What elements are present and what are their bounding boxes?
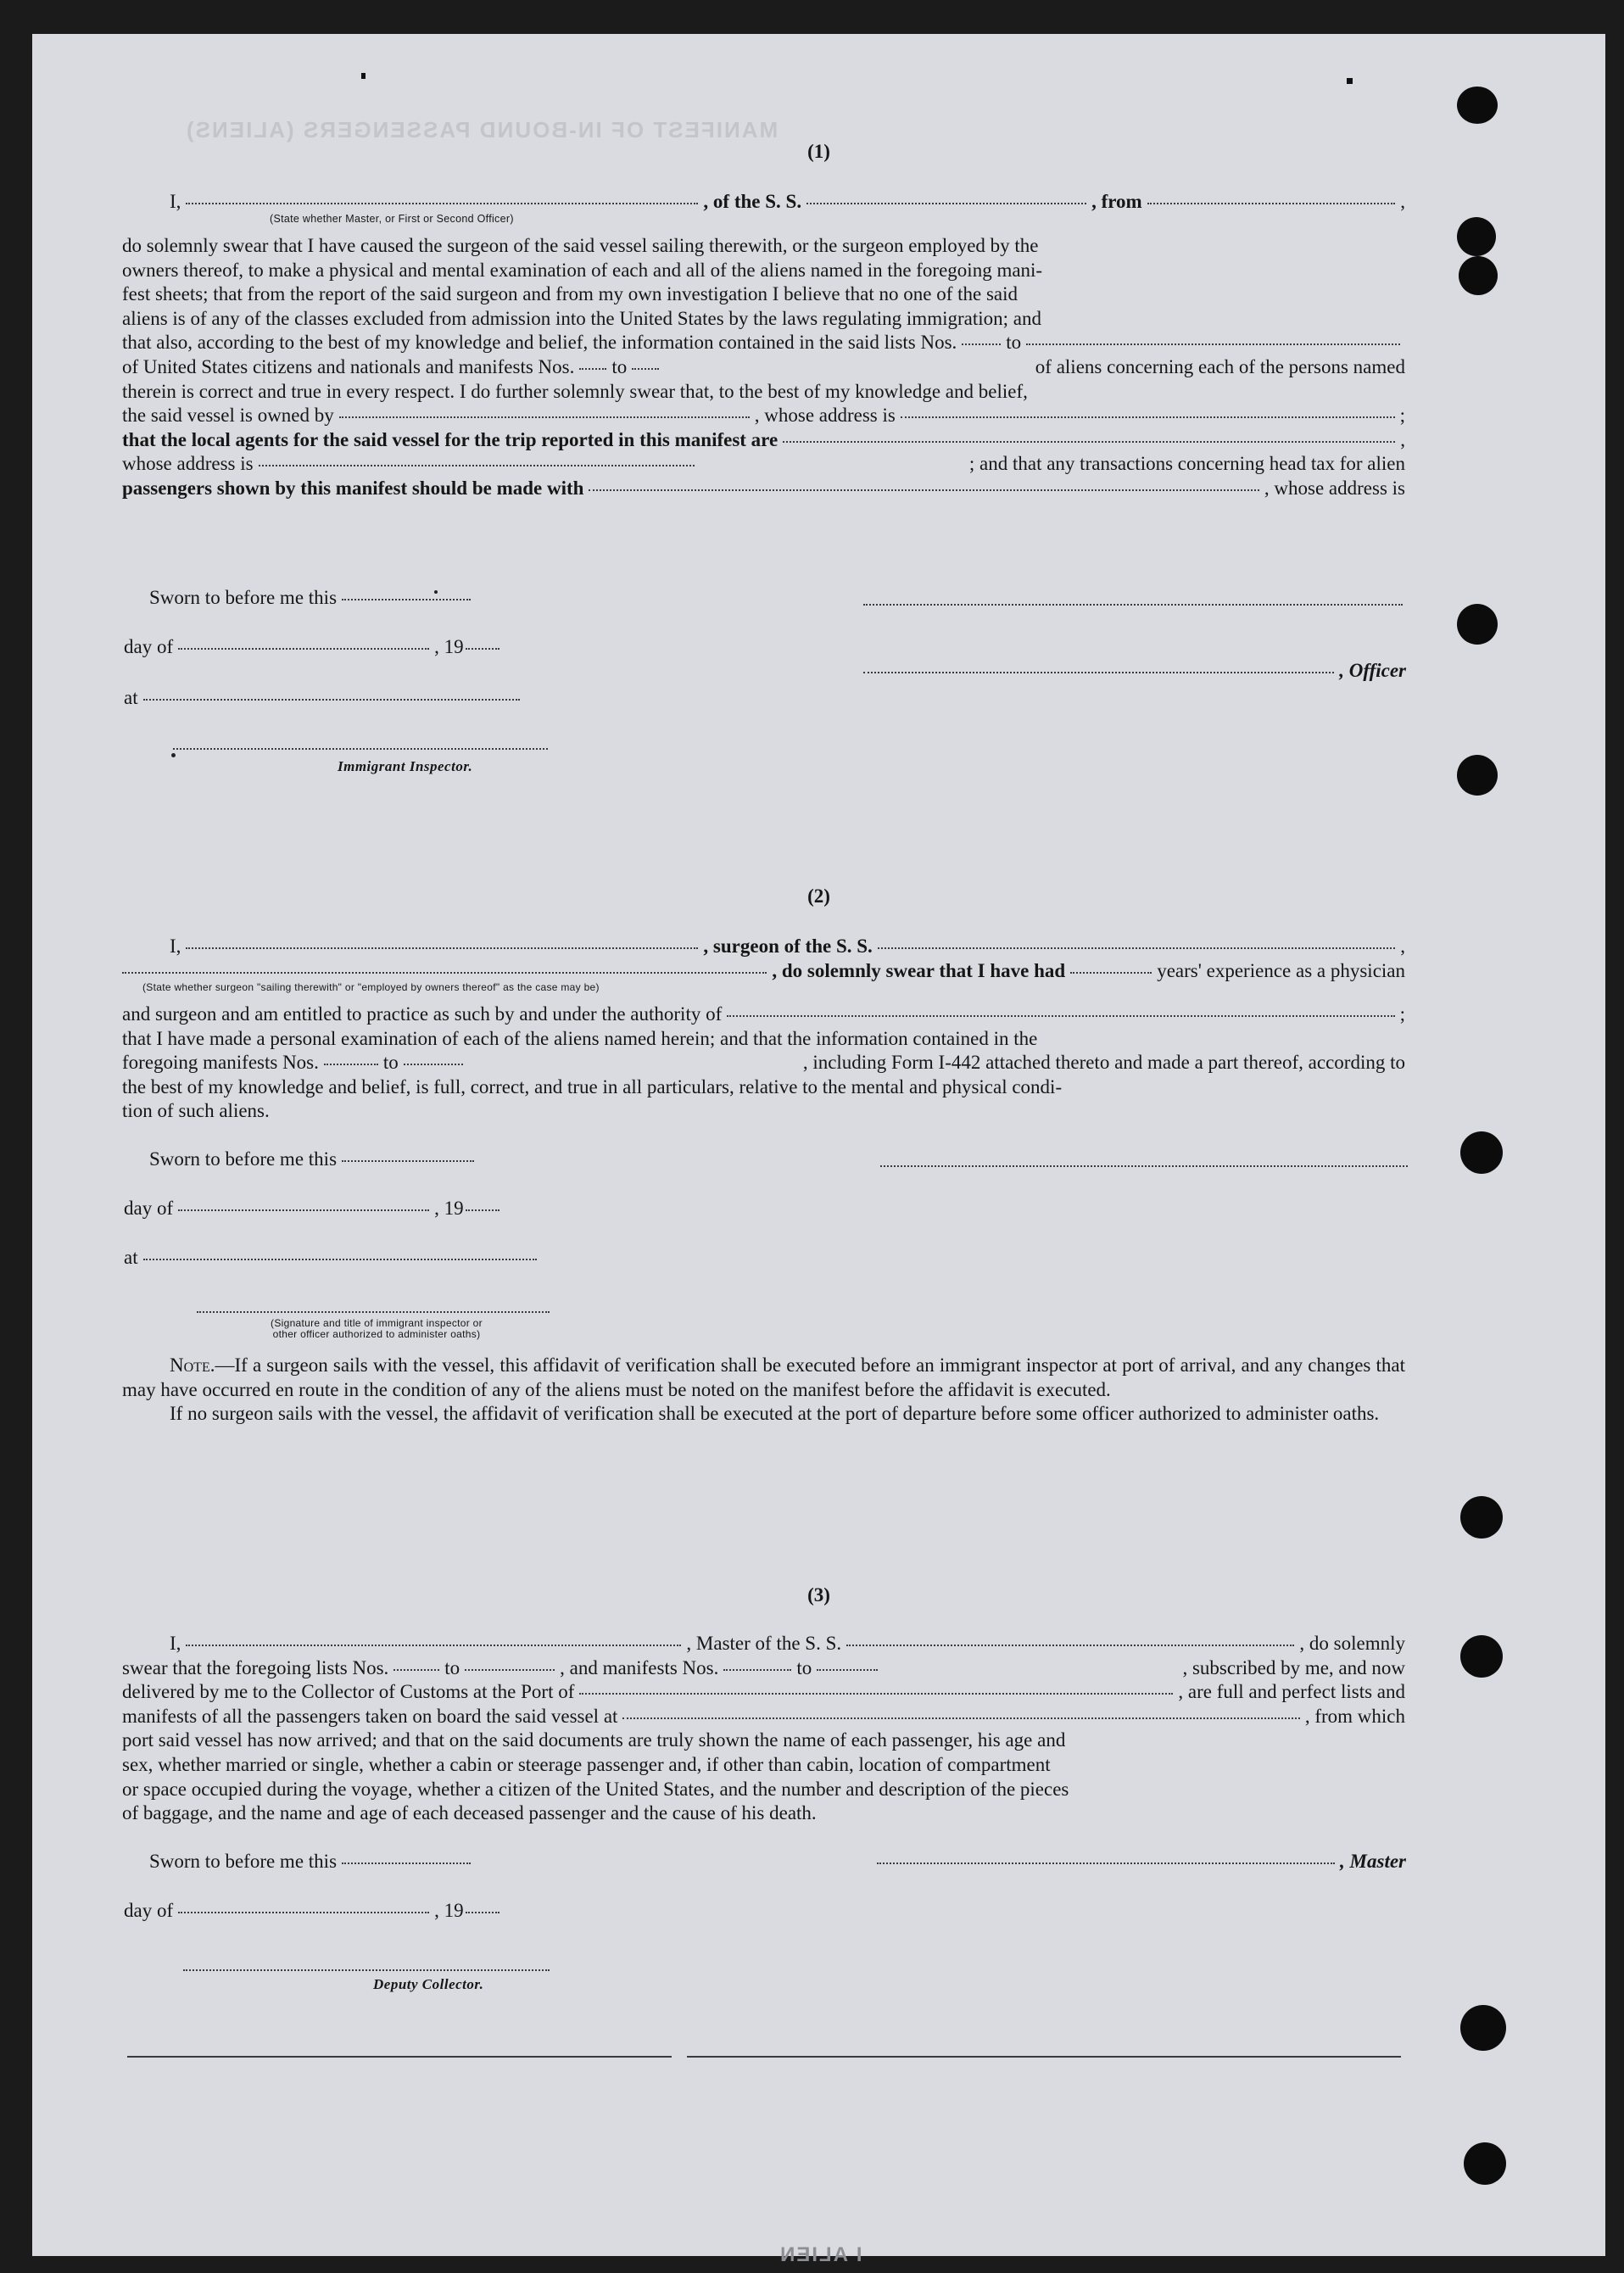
s1-line-13: passengers shown by this manifest should be made with , whose address is	[122, 477, 1405, 499]
speck	[361, 73, 366, 79]
note-label: Note.	[170, 1354, 215, 1376]
speck	[171, 753, 176, 757]
section-2-body	[122, 1002, 1405, 1124]
bottom-rule-left	[127, 2056, 672, 2058]
binder-hole-10	[1464, 2142, 1506, 2185]
s2-line-6: the best of my knowledge and belief, is full, correct, and true in all particulars, relative to the mental and physical condi-	[122, 1075, 1063, 1097]
s1-dayof-row: day of , 19	[124, 636, 505, 658]
s1-inspector-label: Immigrant Inspector.	[338, 758, 473, 774]
s1-title-caption: (State whether Master, or First or Second Officer)	[270, 213, 514, 225]
s3-sworn-row: Sworn to before me this	[149, 1851, 476, 1873]
binder-hole-2	[1457, 217, 1496, 256]
binder-hole-7	[1460, 1496, 1503, 1539]
s2-line-4: that I have made a personal examination of each of the aliens named herein; and that the information contained in the	[122, 1027, 1038, 1049]
speck	[1347, 78, 1353, 84]
s1-line-10: the said vessel is owned by , whose address is ;	[122, 405, 1405, 427]
binder-hole-5	[1457, 755, 1498, 796]
s1-line-8: of United States citizens and nationals and manifests Nos. to of aliens concerning each of the persons named	[122, 355, 1405, 377]
s1-line-11: that the local agents for the said vessel for the trip reported in this manifest are ,	[122, 428, 1405, 450]
s2-inspector-line	[197, 1311, 550, 1313]
s2-sworn-row: Sworn to before me this	[149, 1148, 479, 1170]
section-1-number: (1)	[807, 141, 830, 162]
form-page	[32, 34, 1605, 2266]
section-1-body	[122, 234, 1405, 501]
section-3-number: (3)	[807, 1584, 830, 1606]
s1-line-7: that also, according to the best of my knowledge and belief, the information contained in the said lists Nos. to	[122, 331, 1405, 355]
s2-line-3: and surgeon and am entitled to practice as such by and under the authority of ;	[122, 1003, 1405, 1025]
vessel-name-blank	[806, 203, 1086, 204]
s2-note: Note.—If a surgeon sails with the vessel, this affidavit of verification shall be executed before an immigrant inspector at port of arrival, and any changes that may have occurred en route in the condition of any of the aliens must be noted on the manifest before the affidavit is executed. If no surgeon sails with the vessel, the affidavit of verification shall be executed at the port of departure before some officer authorized to administer oaths.	[122, 1354, 1405, 1425]
s3-collector-label: Deputy Collector.	[373, 1976, 484, 1992]
s3-collector-line	[183, 1969, 550, 1971]
s2-dayof-row: day of , 19	[124, 1198, 505, 1220]
s1-of-ss: , of the S. S.	[703, 191, 802, 212]
s1-line-9: therein is correct and true in every respect. I do further solemnly swear that, to the best of my knowledge and belief,	[122, 380, 1028, 402]
s1-line-6: aliens is of any of the classes excluded from admission into the United States by the laws regulating immigration; and	[122, 307, 1041, 329]
bleed-through-footer: I ALIEN	[779, 2243, 862, 2266]
s1-line-4: owners thereof, to make a physical and mental examination of each and all of the aliens named in the foregoing mani-	[122, 259, 1043, 281]
s2-line-7: tion of such aliens.	[122, 1100, 270, 1122]
section-2-number: (2)	[807, 885, 830, 907]
section-3-affidavit: I, , Master of the S. S. , do solemnly swear that the foregoing lists Nos. to , and manifests Nos. to , subscribed by me, and now delivered by me to the Collector of Customs at the Port of , are full and perfect lists and manifests of all the passengers taken on board the said vessel at , from which port said vessel has now arrived; and that on the said documents are truly shown the name of each passenger, his age and sex, whether married or single, whether a cabin or steerage passenger and, if other than cabin, location of compartment or space occupied during the voyage, whether a citizen of the United States, and the number and description of the pieces of baggage, and the name and age of each deceased passenger and the cause of his death.	[122, 1633, 1405, 1824]
s1-line-12: whose address is ; and that any transactions concerning head tax for alien	[122, 453, 1405, 475]
s1-signature-line	[863, 604, 1403, 606]
master-name-blank	[186, 203, 698, 204]
section-2-affidavit: I, , surgeon of the S. S. , , do solemnly swear that I have had years' experience as a physician	[122, 935, 1405, 983]
binder-hole-8	[1460, 1635, 1503, 1678]
s2-title-caption: (State whether surgeon "sailing therewith" or "employed by owners thereof" as the case may be)	[142, 981, 600, 993]
binder-hole-6	[1460, 1131, 1503, 1174]
bleed-through-header: MANIFEST OF IN-BOUND PASSENGERS (ALIENS)	[185, 117, 779, 142]
binder-hole-9	[1460, 2005, 1506, 2051]
s1-officer-row: , Officer	[863, 660, 1406, 682]
s2-at-row: at	[124, 1247, 542, 1269]
binder-hole-3	[1459, 256, 1498, 295]
s3-dayof-row: day of , 19	[124, 1900, 505, 1922]
s1-i: I,	[170, 191, 181, 212]
s2-line-5: foregoing manifests Nos. to , including Form I-442 attached thereto and made a part thereof, according to	[122, 1052, 1405, 1074]
s2-signature-caption: (Signature and title of immigrant inspector or other officer authorized to administer oaths)	[271, 1317, 483, 1340]
binder-hole-4	[1457, 604, 1498, 645]
s1-inspector-line	[173, 748, 548, 750]
section-1-affidavit: I, , of the S. S. , from ,	[122, 190, 1405, 215]
bottom-rule-right	[687, 2056, 1401, 2058]
from-port-blank	[1147, 203, 1396, 204]
s1-from: , from	[1091, 191, 1142, 212]
s1-line-3: do solemnly swear that I have caused the surgeon of the said vessel sailing therewith, or the surgeon employed by the	[122, 235, 1039, 256]
binder-hole-1	[1457, 87, 1498, 124]
speck	[434, 590, 438, 594]
s1-sworn-row: Sworn to before me this	[149, 587, 476, 609]
s1-at-row: at	[124, 687, 525, 709]
s3-master-row: , Master	[877, 1851, 1406, 1873]
s1-line-5: fest sheets; that from the report of the said surgeon and from my own investigation I believe that no one of the said	[122, 283, 1018, 305]
s2-signature-line	[880, 1165, 1408, 1167]
